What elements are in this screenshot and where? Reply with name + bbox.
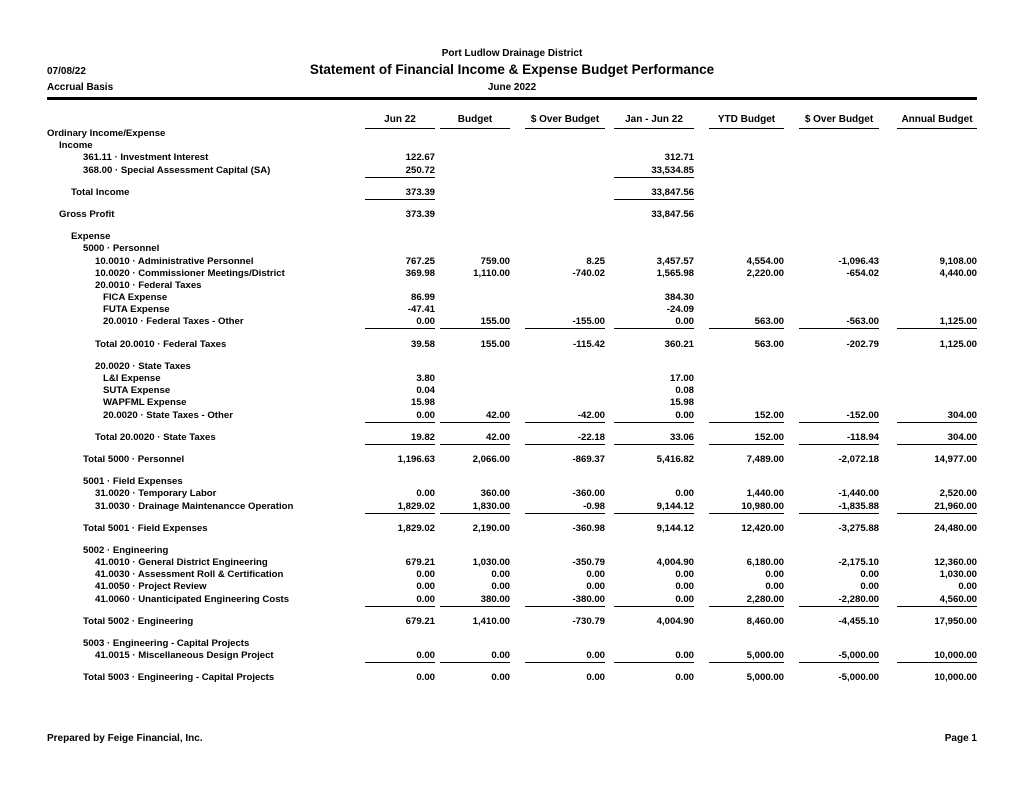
row-value-col-4: 2,280.00 [709, 594, 784, 607]
row-label: 5000 · Personnel [83, 243, 160, 255]
report-row [47, 476, 977, 488]
row-value-col-1: 155.00 [480, 338, 510, 350]
row-label: Ordinary Income/Expense [47, 128, 166, 139]
report-row [47, 373, 977, 385]
row-value-col-3: 15.98 [669, 397, 694, 409]
row-value-col-4: 4,554.00 [746, 255, 784, 267]
row-value-col-5: -1,440.00 [838, 488, 879, 500]
report-row [47, 581, 977, 593]
report-row [47, 256, 977, 268]
row-label: Total 5001 · Field Expenses [83, 522, 208, 534]
row-label: Total 20.0020 · State Taxes [95, 431, 216, 443]
row-value-col-6: 17,950.00 [934, 615, 977, 627]
row-value-col-3: 0.00 [614, 316, 694, 329]
row-value-col-6: 4,440.00 [939, 267, 977, 279]
row-value-col-1: 42.00 [440, 410, 510, 423]
row-value-col-5: -5,000.00 [799, 650, 879, 663]
report-row [47, 152, 977, 164]
row-value-col-5: -202.79 [846, 338, 879, 350]
row-label: FUTA Expense [103, 304, 170, 316]
row-value-col-4: 563.00 [709, 316, 784, 329]
row-spacer [47, 513, 977, 523]
row-value-col-4: 152.00 [709, 410, 784, 423]
row-value-col-0: 0.00 [416, 581, 435, 593]
header-rule [47, 97, 977, 100]
row-value-col-0: 1,829.02 [365, 501, 435, 514]
row-label: 5003 · Engineering - Capital Projects [83, 638, 250, 649]
row-label: 20.0020 · State Taxes [95, 360, 191, 372]
row-value-col-0: 369.98 [405, 267, 435, 279]
row-value-col-4: 1,440.00 [746, 488, 784, 500]
row-label: 5002 · Engineering [83, 544, 169, 556]
row-value-col-0: 0.00 [365, 316, 435, 329]
row-value-col-0: 679.21 [405, 615, 435, 627]
row-value-col-0: 0.00 [365, 650, 435, 663]
row-value-col-2: -42.00 [525, 410, 605, 423]
row-value-col-4: 5,000.00 [746, 672, 784, 684]
row-value-col-0: 1,829.02 [397, 522, 435, 534]
report-row [47, 304, 977, 316]
row-value-col-0: 19.82 [365, 432, 435, 445]
row-value-col-1: 0.00 [491, 581, 510, 593]
row-label: Total 5002 · Engineering [83, 615, 194, 627]
row-value-col-2: 0.00 [586, 672, 605, 684]
row-value-col-1: 0.00 [440, 650, 510, 663]
row-value-col-2: -360.98 [572, 522, 605, 534]
column-header-5: $ Over Budget [799, 114, 879, 125]
row-spacer [47, 199, 977, 209]
row-spacer [47, 177, 977, 187]
row-value-col-2: -360.00 [572, 488, 605, 500]
report-row [47, 594, 977, 606]
row-value-col-0: 0.04 [416, 385, 435, 397]
report-row [47, 616, 977, 628]
row-value-col-1: 2,066.00 [472, 453, 510, 465]
row-value-col-2: 0.00 [525, 650, 605, 663]
row-value-col-3: 384.30 [664, 292, 694, 304]
accounting-basis: Accrual Basis [47, 82, 114, 93]
row-spacer [47, 662, 977, 672]
row-value-col-1: 1,110.00 [473, 267, 510, 279]
row-spacer [47, 329, 977, 339]
report-rows [47, 128, 977, 685]
row-label: 41.0010 · General District Engineering [95, 557, 268, 569]
row-value-col-6: 1,125.00 [897, 316, 977, 329]
row-value-col-4: 0.00 [765, 569, 784, 581]
report-row [47, 672, 977, 684]
row-value-col-0: 1,196.63 [397, 453, 435, 465]
row-value-col-2: -0.98 [525, 501, 605, 514]
report-row [47, 292, 977, 304]
row-value-col-4: 10,980.00 [709, 501, 784, 514]
row-value-col-0: 15.98 [410, 397, 435, 409]
row-value-col-1: 360.00 [480, 488, 510, 500]
row-value-col-1: 1,830.00 [440, 501, 510, 514]
report-row [47, 316, 977, 328]
row-value-col-2: -869.37 [572, 453, 605, 465]
row-value-col-2: -155.00 [525, 316, 605, 329]
row-label: WAPFML Expense [103, 397, 187, 409]
row-label: Total 20.0010 · Federal Taxes [95, 338, 227, 350]
row-value-col-0: 373.39 [405, 208, 435, 220]
row-value-col-3: 9,144.12 [656, 522, 694, 534]
row-value-col-5: -5,000.00 [838, 672, 879, 684]
report-row [47, 128, 977, 140]
row-value-col-3: 0.00 [675, 581, 694, 593]
column-headers [47, 108, 977, 128]
row-label: 20.0010 · Federal Taxes - Other [103, 316, 244, 328]
row-label: SUTA Expense [103, 385, 171, 397]
row-value-col-1: 380.00 [440, 594, 510, 607]
row-label: 41.0050 · Project Review [95, 581, 207, 593]
row-value-col-0: 3.80 [416, 373, 435, 384]
report-period: June 2022 [487, 82, 537, 93]
row-value-col-5: 0.00 [860, 581, 879, 593]
row-value-col-6: 24,480.00 [934, 522, 977, 534]
row-value-col-6: 1,030.00 [939, 569, 977, 581]
row-value-col-1: 0.00 [491, 672, 510, 684]
report-row [47, 339, 977, 351]
row-value-col-0: 250.72 [365, 165, 435, 178]
row-value-col-0: 0.00 [416, 672, 435, 684]
row-value-col-3: 0.00 [614, 594, 694, 607]
row-label: FICA Expense [103, 292, 168, 304]
column-header-4: YTD Budget [709, 114, 784, 125]
row-value-col-0: 0.00 [365, 594, 435, 607]
row-value-col-6: 2,520.00 [939, 488, 977, 500]
row-value-col-1: 155.00 [440, 316, 510, 329]
row-value-col-1: 1,030.00 [472, 557, 510, 569]
row-label: 41.0060 · Unanticipated Engineering Costs [95, 593, 290, 605]
row-value-col-3: 4,004.90 [656, 615, 694, 627]
report-row [47, 187, 977, 199]
column-header-3: Jan - Jun 22 [614, 114, 694, 125]
row-value-col-3: 360.21 [664, 338, 694, 350]
row-value-col-0: 0.00 [365, 410, 435, 423]
row-value-col-3: 17.00 [669, 373, 694, 384]
row-label: Gross Profit [59, 208, 115, 220]
row-value-col-0: 0.00 [416, 488, 435, 500]
row-label: Expense [71, 231, 111, 243]
column-header-1: Budget [440, 114, 510, 125]
row-value-col-5: -4,455.10 [838, 615, 879, 627]
row-value-col-6: 21,960.00 [897, 501, 977, 514]
row-value-col-4: 5,000.00 [709, 650, 784, 663]
row-spacer [47, 628, 977, 638]
column-header-6: Annual Budget [897, 114, 977, 125]
report-row [47, 209, 977, 221]
row-value-col-3: 0.00 [675, 569, 694, 581]
report-header [47, 48, 977, 98]
row-spacer [47, 606, 977, 616]
row-label: 10.0010 · Administrative Personnel [95, 255, 254, 267]
row-value-col-0: 86.99 [410, 292, 435, 304]
row-value-col-2: -730.79 [572, 615, 605, 627]
report-row [47, 523, 977, 535]
row-value-col-5: -2,175.10 [838, 557, 879, 569]
row-value-col-2: -380.00 [525, 594, 605, 607]
report-row [47, 140, 977, 152]
row-value-col-3: 33,847.56 [614, 187, 694, 200]
row-spacer [47, 466, 977, 476]
row-label: 368.00 · Special Assessment Capital (SA) [83, 164, 271, 176]
row-value-col-2: -115.42 [572, 338, 605, 350]
row-label: 10.0020 · Commissioner Meetings/District [95, 267, 285, 279]
row-label: 361.11 · Investment Interest [83, 152, 209, 164]
row-label: L&I Expense [103, 373, 161, 384]
row-value-col-6: 0.00 [958, 581, 977, 593]
row-label: Total Income [71, 186, 130, 198]
row-value-col-3: 33,534.85 [614, 165, 694, 178]
row-value-col-3: 33.06 [614, 432, 694, 445]
report-row [47, 361, 977, 373]
row-spacer [47, 351, 977, 361]
row-label: 41.0030 · Assessment Roll & Certification [95, 569, 284, 581]
row-label: 31.0030 · Drainage Maintenancce Operation [95, 500, 294, 512]
row-value-col-3: 5,416.82 [656, 453, 694, 465]
row-value-col-1: 2,190.00 [472, 522, 510, 534]
report-row [47, 488, 977, 500]
row-value-col-2: 0.00 [586, 569, 605, 581]
row-label: Total 5000 · Personnel [83, 453, 185, 465]
row-label: 41.0015 · Miscellaneous Design Project [95, 650, 274, 662]
row-value-col-5: 0.00 [860, 569, 879, 581]
report-row [47, 545, 977, 557]
row-spacer [47, 535, 977, 545]
row-value-col-0: 122.67 [405, 152, 435, 164]
row-value-col-6: 14,977.00 [934, 453, 977, 465]
row-value-col-3: 0.08 [675, 385, 694, 397]
report-title: Statement of Financial Income & Expense Budget Performance [309, 62, 715, 77]
row-value-col-1: 0.00 [491, 569, 510, 581]
row-spacer [47, 422, 977, 432]
row-value-col-5: -1,835.88 [799, 501, 879, 514]
report-row [47, 231, 977, 243]
row-label: 20.0020 · State Taxes - Other [103, 409, 233, 421]
row-value-col-4: 0.00 [765, 581, 784, 593]
row-label: Total 5003 · Engineering - Capital Projects [83, 672, 275, 684]
report-row [47, 410, 977, 422]
row-value-col-6: 304.00 [897, 432, 977, 445]
row-value-col-4: 6,180.00 [746, 557, 784, 569]
row-value-col-3: 0.00 [675, 672, 694, 684]
row-value-col-3: 0.00 [675, 488, 694, 500]
row-value-col-1: 42.00 [440, 432, 510, 445]
row-value-col-5: -654.02 [846, 267, 879, 279]
row-value-col-3: 3,457.57 [656, 255, 694, 267]
row-value-col-0: 0.00 [416, 569, 435, 581]
row-value-col-6: 10,000.00 [934, 672, 977, 684]
row-value-col-5: -3,275.88 [838, 522, 879, 534]
row-value-col-5: -1,096.43 [838, 255, 879, 267]
row-spacer [47, 444, 977, 454]
row-value-col-5: -152.00 [799, 410, 879, 423]
row-value-col-3: 4,004.90 [656, 557, 694, 569]
row-label: 31.0020 · Temporary Labor [95, 488, 217, 500]
row-label: Income [59, 140, 93, 152]
report-row [47, 557, 977, 569]
row-value-col-4: 152.00 [709, 432, 784, 445]
row-value-col-3: 0.00 [614, 410, 694, 423]
row-value-col-4: 7,489.00 [746, 453, 784, 465]
row-label: 20.0010 · Federal Taxes [95, 279, 202, 291]
report-row [47, 280, 977, 292]
row-value-col-4: 12,420.00 [741, 522, 784, 534]
row-value-col-6: 12,360.00 [934, 557, 977, 569]
row-value-col-0: 39.58 [410, 338, 435, 350]
report-row [47, 385, 977, 397]
row-label: 5001 · Field Expenses [83, 476, 183, 488]
row-value-col-5: -2,072.18 [838, 453, 879, 465]
row-value-col-5: -2,280.00 [799, 594, 879, 607]
row-value-col-6: 9,108.00 [939, 255, 977, 267]
report-row [47, 638, 977, 650]
row-value-col-0: -47.41 [407, 304, 435, 316]
row-value-col-6: 10,000.00 [897, 650, 977, 663]
row-value-col-4: 2,220.00 [746, 267, 784, 279]
row-value-col-3: -24.09 [666, 304, 694, 316]
company-name: Port Ludlow Drainage District [441, 48, 583, 59]
row-value-col-6: 304.00 [897, 410, 977, 423]
row-value-col-6: 4,560.00 [897, 594, 977, 607]
report-table [47, 108, 977, 685]
report-row [47, 454, 977, 466]
row-spacer [47, 221, 977, 231]
row-value-col-5: -118.94 [799, 432, 879, 445]
row-value-col-0: 767.25 [405, 255, 435, 267]
row-value-col-2: 0.00 [586, 581, 605, 593]
row-value-col-4: 8,460.00 [746, 615, 784, 627]
report-row [47, 569, 977, 581]
report-row [47, 243, 977, 255]
row-value-col-2: -350.79 [572, 557, 605, 569]
report-row [47, 501, 977, 513]
column-header-0: Jun 22 [365, 114, 435, 125]
row-value-col-2: 8.25 [586, 255, 605, 267]
row-value-col-2: -740.02 [572, 267, 605, 279]
report-row [47, 268, 977, 280]
report-row [47, 397, 977, 409]
row-value-col-0: 679.21 [405, 557, 435, 569]
report-row [47, 650, 977, 662]
row-value-col-3: 0.00 [614, 650, 694, 663]
prepared-by: Prepared by Feige Financial, Inc. [47, 733, 203, 744]
row-value-col-2: -22.18 [525, 432, 605, 445]
row-value-col-1: 759.00 [480, 255, 510, 267]
row-value-col-3: 1,565.98 [656, 267, 694, 279]
report-row [47, 165, 977, 177]
row-value-col-3: 33,847.56 [651, 208, 694, 220]
column-header-2: $ Over Budget [525, 114, 605, 125]
row-value-col-3: 312.71 [664, 152, 694, 164]
row-value-col-3: 9,144.12 [614, 501, 694, 514]
row-value-col-1: 1,410.00 [472, 615, 510, 627]
row-value-col-4: 563.00 [754, 338, 784, 350]
row-value-col-0: 373.39 [365, 187, 435, 200]
report-row [47, 432, 977, 444]
row-value-col-5: -563.00 [799, 316, 879, 329]
row-value-col-6: 1,125.00 [939, 338, 977, 350]
report-date: 07/08/22 [47, 66, 86, 77]
page-number: Page 1 [944, 733, 977, 744]
